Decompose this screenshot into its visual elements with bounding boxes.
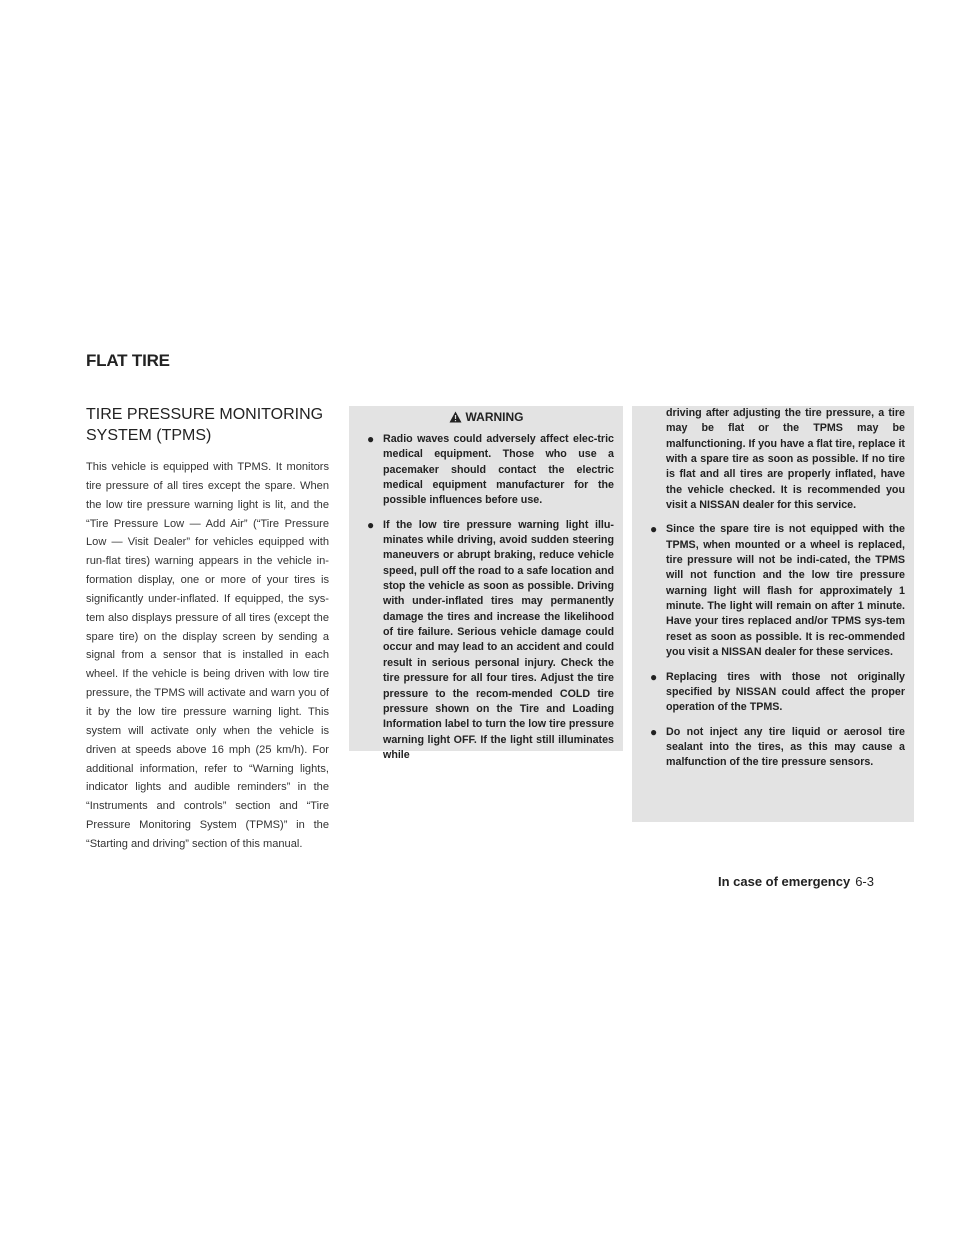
bullet-icon: ● bbox=[367, 432, 375, 446]
bullet-icon: ● bbox=[367, 517, 375, 532]
warning-bullet bbox=[367, 518, 614, 764]
warning-bullet bbox=[367, 432, 614, 509]
warning-bullet-text: Since the spare tire is not equipped with the TPMS, when mounted or a wheel is replaced, tire pressure will not be indi-cated, the TPMS will not function and the low tire pressure warning light will flash for approximately 1 minute. The light will remain on after 1 minute. Have your tires replaced and/or TPMS sys-tem reset as soon as possible. It is rec-ommended you visit a NISSAN dealer for these services. bbox=[666, 523, 905, 659]
body-paragraph: This vehicle is equipped with TPMS. It monitors tire pressure of all tires except the spare. When the low tire pressure warning light is lit, and the “Tire Pressure Low — Add Air” (“Tire Pressure Low — Visit Dealer” for vehicles equipped with run-flat tires) warning appears in the vehicle in-formation display, one or more of your tires is significantly under-inflated. If equipped, the sys-tem also displays pressure of all tires (except the spare tire) on the display screen by sending a signal from a sensor that is installed in each wheel. If the vehicle is being driven with low tire pressure, the TPMS will activate and warn you of it by the low tire pressure warning light. This system will activate only when the vehicle is driven at speeds above 16 mph (25 km/h). For additional information, refer to “Warning lights, indicator lights and audible reminders” in the “Instruments and controls” section and “Tire Pressure Monitoring System (TPMS)” in the “Starting and driving” section of this manual. bbox=[86, 461, 329, 850]
bullet-icon: ● bbox=[650, 669, 658, 684]
warning-bullet-text: Replacing tires with those not originally specified by NISSAN could affect the proper operation of the TPMS. bbox=[666, 670, 905, 714]
warning-list-continued bbox=[650, 522, 905, 770]
warning-header bbox=[349, 406, 623, 428]
section-heading: FLAT TIRE bbox=[86, 351, 170, 370]
bullet-icon: ● bbox=[650, 724, 658, 739]
subheading: TIRE PRESSURE MONITORING SYSTEM (TPMS) bbox=[86, 406, 324, 444]
warning-bullet bbox=[650, 670, 905, 716]
warning-bullet-text: If the low tire pressure warning light illu-minates while driving, avoid sudden steering maneuvers or abrupt braking, reduce vehicle speed, pull off the road to a safe location and stop the vehicle as soon as possible. Driving with under-inflated tires may permanently damage the tires and increase the likelihood of tire failure. Serious vehicle damage could occur and may lead to an accident and could result in serious personal injury. Check the tire pressure for all four tires. Adjust the tire pressure to the recom-mended COLD tire pressure shown on the Tire and Loading Information label to turn the low tire pressure warning light OFF. If the light still illuminates while bbox=[383, 518, 614, 761]
warning-box bbox=[349, 406, 623, 761]
warning-bullet-text: Radio waves could adversely affect elec-tric medical equipment. Those who use a pacemaker should contact the electric medical equipment manufacturer for the possible influences before use. bbox=[383, 433, 614, 507]
warning-title: WARNING bbox=[465, 410, 524, 424]
intro-column bbox=[86, 404, 329, 854]
bullet-icon: ● bbox=[650, 522, 658, 537]
warning-continuation: driving after adjusting the tire pressure, a tire may be flat or the TPMS may be malfunctioning. If you have a flat tire, replace it with a spare tire as soon as possible. If no tire is flat and all tires are properly inflated, have the vehicle checked. It is recommended you visit a NISSAN dealer for this service. bbox=[666, 407, 905, 512]
footer-section-title: In case of emergency bbox=[717, 874, 851, 889]
page-number: 6-3 bbox=[855, 874, 874, 889]
warning-list bbox=[349, 428, 623, 763]
warning-box-continued bbox=[632, 406, 914, 822]
warning-bullet bbox=[650, 522, 905, 660]
warning-bullet-text: Do not inject any tire liquid or aerosol tire sealant into the tires, as this may cause a malfunction of the tire pressure sensors. bbox=[666, 725, 905, 769]
warning-bullet bbox=[650, 725, 905, 771]
page-footer bbox=[718, 874, 874, 889]
warning-triangle-icon bbox=[449, 411, 462, 423]
